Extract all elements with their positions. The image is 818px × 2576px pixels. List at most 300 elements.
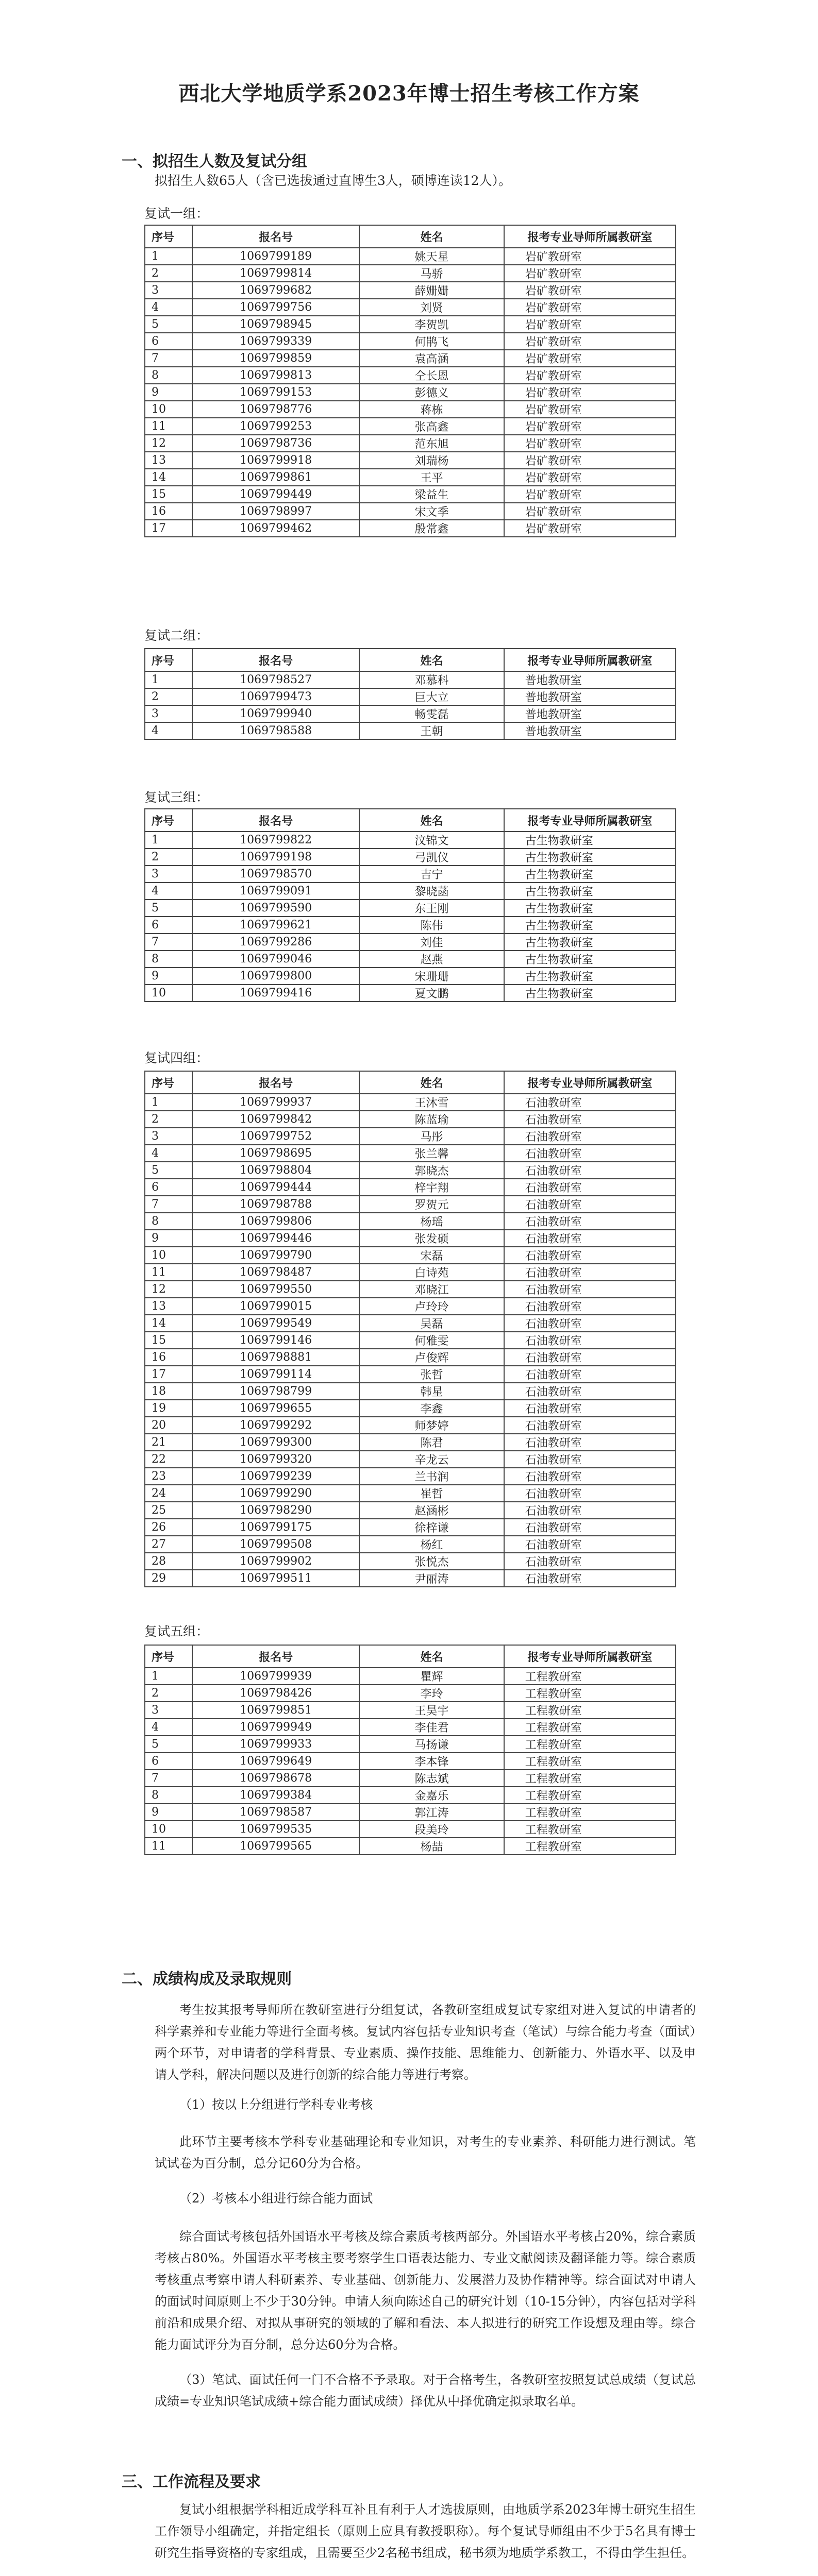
table-row — [145, 1315, 676, 1332]
table-cell: 7 — [145, 934, 192, 951]
table-cell: 石油教研室 — [504, 1502, 676, 1519]
table-cell: 4 — [145, 883, 192, 900]
table-row — [145, 688, 676, 705]
table-cell: 工程教研室 — [504, 1787, 676, 1804]
table-cell: 5 — [145, 900, 192, 917]
group1-table — [144, 225, 676, 537]
table-cell: 1069798804 — [192, 1162, 360, 1179]
table-cell: 20 — [145, 1417, 192, 1434]
table-row — [145, 1264, 676, 1281]
table-cell: 陈志斌 — [359, 1770, 504, 1787]
table-cell: 吴磊 — [359, 1315, 504, 1332]
table-cell: 张高鑫 — [359, 418, 504, 435]
table-cell: 李玲 — [359, 1685, 504, 1702]
table-cell: 14 — [145, 469, 192, 486]
table-row — [145, 520, 676, 537]
group5-label: 复试五组： — [144, 1624, 209, 1639]
table-cell: 1069799320 — [192, 1451, 360, 1468]
table-cell: 1069799449 — [192, 486, 360, 503]
table-cell: 岩矿教研室 — [504, 316, 676, 333]
table-cell: 石油教研室 — [504, 1570, 676, 1587]
table-cell: 石油教研室 — [504, 1451, 676, 1468]
table-cell: 石油教研室 — [504, 1485, 676, 1502]
table-cell: 16 — [145, 503, 192, 520]
table-cell: 1069799933 — [192, 1736, 360, 1753]
table-row — [145, 849, 676, 866]
table-cell: 石油教研室 — [504, 1519, 676, 1536]
table-cell: 宋磊 — [359, 1247, 504, 1264]
table-cell: 普地教研室 — [504, 688, 676, 705]
table-row — [145, 316, 676, 333]
table-cell: 石油教研室 — [504, 1281, 676, 1298]
table-cell: 1069798588 — [192, 722, 360, 739]
table-cell: 岩矿教研室 — [504, 520, 676, 537]
table-cell: 9 — [145, 384, 192, 401]
table-cell: 1069799239 — [192, 1468, 360, 1485]
table-cell: 1069799851 — [192, 1702, 360, 1719]
table-cell: 1069799800 — [192, 968, 360, 985]
table-header-row — [145, 225, 676, 248]
table-cell: 古生物教研室 — [504, 985, 676, 1002]
table-row — [145, 282, 676, 299]
table-cell: 岩矿教研室 — [504, 367, 676, 384]
table-cell: 古生物教研室 — [504, 900, 676, 917]
table-cell: 石油教研室 — [504, 1264, 676, 1281]
table-cell: 1069798776 — [192, 401, 360, 418]
table-cell: 彭德义 — [359, 384, 504, 401]
table-header-cell: 报名号 — [192, 1071, 360, 1094]
table-cell: 崔哲 — [359, 1485, 504, 1502]
table-cell: 3 — [145, 282, 192, 299]
table-row — [145, 1821, 676, 1838]
table-header-cell: 报名号 — [192, 225, 360, 248]
table-cell: 辛龙云 — [359, 1451, 504, 1468]
table-row — [145, 1502, 676, 1519]
table-cell: 10 — [145, 1821, 192, 1838]
table-cell: 王昊宇 — [359, 1702, 504, 1719]
table-cell: 石油教研室 — [504, 1230, 676, 1247]
table-cell: 岩矿教研室 — [504, 452, 676, 469]
table-row — [145, 1179, 676, 1196]
table-cell: 工程教研室 — [504, 1702, 676, 1719]
table-cell: 弓凯仪 — [359, 849, 504, 866]
table-cell: 13 — [145, 1298, 192, 1315]
table-cell: 石油教研室 — [504, 1094, 676, 1111]
table-cell: 1 — [145, 1668, 192, 1685]
table-cell: 郭晓杰 — [359, 1162, 504, 1179]
section3-p1: 复试小组根据学科相近成学科互补且有利于人才选拔原则，由地质学系2023年博士研究生招生工作领导小组确定，并指定组长（原则上应具有教授职称）。每个复试导师组由不少于5名具有博士研究生指导资格的专家组成，且需要至少2名秘书组成，秘书须为地质学系教工，不得由学生担任。 — [155, 2502, 696, 2560]
table-cell: 1069799189 — [192, 248, 360, 265]
table-cell: 工程教研室 — [504, 1719, 676, 1736]
table-cell: 何鹃飞 — [359, 333, 504, 350]
table-cell: 8 — [145, 951, 192, 968]
table-cell: 12 — [145, 1281, 192, 1298]
table-cell: 古生物教研室 — [504, 832, 676, 849]
table-row — [145, 1366, 676, 1383]
table-row — [145, 900, 676, 917]
table-cell: 罗贺元 — [359, 1196, 504, 1213]
table-cell: 马扬谦 — [359, 1736, 504, 1753]
table-cell: 17 — [145, 520, 192, 537]
table-cell: 26 — [145, 1519, 192, 1536]
table-row — [145, 866, 676, 883]
table-cell: 薛姗姗 — [359, 282, 504, 299]
table-cell: 1069799153 — [192, 384, 360, 401]
table-row — [145, 1230, 676, 1247]
table-cell: 1069799286 — [192, 934, 360, 951]
table-row — [145, 1519, 676, 1536]
table-cell: 1069799550 — [192, 1281, 360, 1298]
section2-item1: （1）按以上分组进行学科专业考核 — [179, 2097, 373, 2112]
table-cell: 殷常鑫 — [359, 520, 504, 537]
table-cell: 石油教研室 — [504, 1128, 676, 1145]
section2-intro: 考生按其报考导师所在教研室进行分组复试，各教研室组成复试专家组对进入复试的申请者的科学素养和专业能力等进行全面考核。复试内容包括专业知识考查（笔试）与综合能力考查（面试）两个环节，对申请者的学科背景、专业素质、操作技能、思维能力、创新能力、外语水平、以及申请人学科，解决问题以及进行创新的综合能力等进行考察。 — [155, 2003, 696, 2082]
table-cell: 马骄 — [359, 265, 504, 282]
table-row — [145, 1162, 676, 1179]
table-cell: 张发硕 — [359, 1230, 504, 1247]
table-cell: 石油教研室 — [504, 1400, 676, 1417]
table-cell: 李佳君 — [359, 1719, 504, 1736]
table-cell: 岩矿教研室 — [504, 282, 676, 299]
table-cell: 普地教研室 — [504, 722, 676, 739]
table-row — [145, 299, 676, 316]
table-cell: 1069798527 — [192, 671, 360, 688]
table-cell: 石油教研室 — [504, 1553, 676, 1570]
table-cell: 22 — [145, 1451, 192, 1468]
table-cell: 张哲 — [359, 1366, 504, 1383]
table-cell: 岩矿教研室 — [504, 350, 676, 367]
table-cell: 1069799446 — [192, 1230, 360, 1247]
table-cell: 汶锦文 — [359, 832, 504, 849]
table-cell: 1069799918 — [192, 452, 360, 469]
table-cell: 刘瑞杨 — [359, 452, 504, 469]
table-cell: 石油教研室 — [504, 1247, 676, 1264]
table-row — [145, 1485, 676, 1502]
table-cell: 7 — [145, 1770, 192, 1787]
table-row — [145, 401, 676, 418]
table-cell: 5 — [145, 1162, 192, 1179]
table-cell: 1069798799 — [192, 1383, 360, 1400]
table-cell: 18 — [145, 1383, 192, 1400]
table-cell: 16 — [145, 1349, 192, 1366]
table-cell: 1069798881 — [192, 1349, 360, 1366]
table-cell: 6 — [145, 333, 192, 350]
table-header-cell: 姓名 — [359, 809, 504, 832]
table-cell: 段美玲 — [359, 1821, 504, 1838]
table-cell: 1069799462 — [192, 520, 360, 537]
table-header-cell: 报名号 — [192, 809, 360, 832]
table-cell: 张兰馨 — [359, 1145, 504, 1162]
table-header-cell: 序号 — [145, 809, 192, 832]
table-cell: 古生物教研室 — [504, 934, 676, 951]
table-cell: 4 — [145, 1145, 192, 1162]
table-header-cell: 序号 — [145, 649, 192, 671]
table-cell: 1069798587 — [192, 1804, 360, 1821]
table-cell: 工程教研室 — [504, 1770, 676, 1787]
table-cell: 6 — [145, 1179, 192, 1196]
table-row — [145, 917, 676, 934]
table-cell: 2 — [145, 265, 192, 282]
table-header-cell: 报考专业导师所属教研室 — [504, 1071, 676, 1094]
table-row — [145, 1719, 676, 1736]
table-cell: 石油教研室 — [504, 1332, 676, 1349]
table-header-row — [145, 1645, 676, 1668]
table-cell: 1069799508 — [192, 1536, 360, 1553]
table-row — [145, 1753, 676, 1770]
table-row — [145, 452, 676, 469]
table-cell: 岩矿教研室 — [504, 401, 676, 418]
section1-heading: 一、拟招生人数及复试分组 — [122, 152, 307, 171]
table-header-cell: 姓名 — [359, 1071, 504, 1094]
table-cell: 金嘉乐 — [359, 1787, 504, 1804]
table-cell: 工程教研室 — [504, 1821, 676, 1838]
table-row — [145, 486, 676, 503]
table-cell: 10 — [145, 401, 192, 418]
table-header-cell: 报名号 — [192, 649, 360, 671]
table-cell: 赵涵彬 — [359, 1502, 504, 1519]
table-cell: 郭江涛 — [359, 1804, 504, 1821]
table-cell: 石油教研室 — [504, 1383, 676, 1400]
table-header-cell: 姓名 — [359, 225, 504, 248]
table-cell: 王沐雪 — [359, 1094, 504, 1111]
table-cell: 1069798426 — [192, 1685, 360, 1702]
table-cell: 1069799937 — [192, 1094, 360, 1111]
table-cell: 袁高涵 — [359, 350, 504, 367]
table-cell: 6 — [145, 917, 192, 934]
table-cell: 1069799859 — [192, 350, 360, 367]
table-row — [145, 1668, 676, 1685]
table-cell: 5 — [145, 1736, 192, 1753]
table-cell: 岩矿教研室 — [504, 486, 676, 503]
group3-table — [144, 808, 676, 1002]
table-cell: 石油教研室 — [504, 1179, 676, 1196]
table-row — [145, 367, 676, 384]
table-header-cell: 姓名 — [359, 1645, 504, 1668]
table-cell: 15 — [145, 1332, 192, 1349]
table-cell: 1069799806 — [192, 1213, 360, 1230]
table-cell: 1069799682 — [192, 282, 360, 299]
table-cell: 6 — [145, 1753, 192, 1770]
table-cell: 1 — [145, 1094, 192, 1111]
table-cell: 1069799290 — [192, 1485, 360, 1502]
table-cell: 1069799549 — [192, 1315, 360, 1332]
table-cell: 古生物教研室 — [504, 951, 676, 968]
table-cell: 1 — [145, 248, 192, 265]
table-row — [145, 1434, 676, 1451]
table-cell: 杨瑶 — [359, 1213, 504, 1230]
table-cell: 9 — [145, 1804, 192, 1821]
table-cell: 石油教研室 — [504, 1213, 676, 1230]
table-cell: 27 — [145, 1536, 192, 1553]
table-row — [145, 350, 676, 367]
table-cell: 1069799300 — [192, 1434, 360, 1451]
group5-table — [144, 1645, 676, 1855]
table-cell: 23 — [145, 1468, 192, 1485]
table-cell: 4 — [145, 299, 192, 316]
table-cell: 1069799822 — [192, 832, 360, 849]
table-cell: 石油教研室 — [504, 1417, 676, 1434]
group3-label: 复试三组： — [144, 790, 209, 805]
section2-item2: （2）考核本小组进行综合能力面试 — [179, 2191, 373, 2206]
table-cell: 10 — [145, 985, 192, 1002]
table-cell: 28 — [145, 1553, 192, 1570]
table-cell: 1069798487 — [192, 1264, 360, 1281]
table-cell: 岩矿教研室 — [504, 384, 676, 401]
table-cell: 1069799949 — [192, 1719, 360, 1736]
section2-item2-text: 综合面试考核包括外国语水平考核及综合素质考核两部分。外国语水平考核占20%，综合素质考核占80%。外国语水平考核主要考察学生口语表达能力、专业文献阅读及翻译能力等。综合素质考核重点考察申请人科研素养、专业基础、创新能力、发展潜力及协作精神等。综合面试对申请人的面试时间原则上不少于30分钟。申请人须向陈述自己的研究计划（10-15分钟），内容包括对学科前沿和成果介绍、对拟从事研究的领域的了解和看法、本人拟进行的研究工作设想及理由等。综合能力面试评分为百分制，总分达60分为合格。 — [155, 2229, 696, 2352]
table-cell: 1069799198 — [192, 849, 360, 866]
table-cell: 1069798695 — [192, 1145, 360, 1162]
table-cell: 张悦杰 — [359, 1553, 504, 1570]
section2-item3-text: （3）笔试、面试任何一门不合格不予录取。对于合格考生，各教研室按照复试总成绩（复试总成绩=专业知识笔试成绩+综合能力面试成绩）择优从中择优确定拟录取名单。 — [155, 2372, 696, 2409]
table-cell: 石油教研室 — [504, 1536, 676, 1553]
table-cell: 1069799091 — [192, 883, 360, 900]
table-cell: 工程教研室 — [504, 1804, 676, 1821]
table-row — [145, 1702, 676, 1719]
table-cell: 石油教研室 — [504, 1349, 676, 1366]
table-cell: 畅雯磊 — [359, 705, 504, 722]
table-cell: 10 — [145, 1247, 192, 1264]
table-header-row — [145, 809, 676, 832]
table-row — [145, 384, 676, 401]
table-cell: 1069799565 — [192, 1838, 360, 1855]
table-cell: 1069799649 — [192, 1753, 360, 1770]
table-cell: 3 — [145, 1702, 192, 1719]
table-cell: 25 — [145, 1502, 192, 1519]
table-cell: 1069799339 — [192, 333, 360, 350]
table-row — [145, 968, 676, 985]
group2-label: 复试二组： — [144, 628, 209, 643]
table-cell: 1069799940 — [192, 705, 360, 722]
table-row — [145, 1770, 676, 1787]
table-cell: 8 — [145, 1787, 192, 1804]
table-row — [145, 1736, 676, 1753]
section2-heading: 二、成绩构成及录取规则 — [122, 1970, 292, 1988]
table-cell: 卢玲玲 — [359, 1298, 504, 1315]
table-cell: 石油教研室 — [504, 1366, 676, 1383]
table-row — [145, 722, 676, 739]
table-cell: 1069798678 — [192, 1770, 360, 1787]
table-cell: 1069799902 — [192, 1553, 360, 1570]
table-cell: 2 — [145, 1685, 192, 1702]
table-row — [145, 1281, 676, 1298]
table-cell: 1069799535 — [192, 1821, 360, 1838]
table-cell: 王朝 — [359, 722, 504, 739]
table-cell: 1069799384 — [192, 1787, 360, 1804]
table-row — [145, 1838, 676, 1855]
table-cell: 1 — [145, 832, 192, 849]
table-row — [145, 1298, 676, 1315]
table-cell: 1069799814 — [192, 265, 360, 282]
table-cell: 1069799416 — [192, 985, 360, 1002]
table-cell: 瞿辉 — [359, 1668, 504, 1685]
table-cell: 1069799621 — [192, 917, 360, 934]
table-row — [145, 1349, 676, 1366]
table-row — [145, 1570, 676, 1587]
table-cell: 1069799756 — [192, 299, 360, 316]
section3-heading: 三、工作流程及要求 — [122, 2473, 261, 2491]
table-cell: 岩矿教研室 — [504, 418, 676, 435]
table-header-cell: 姓名 — [359, 649, 504, 671]
table-cell: 3 — [145, 705, 192, 722]
table-cell: 古生物教研室 — [504, 917, 676, 934]
table-cell: 1 — [145, 671, 192, 688]
table-cell: 何雅雯 — [359, 1332, 504, 1349]
group1-label: 复试一组： — [144, 206, 209, 221]
table-cell: 普地教研室 — [504, 705, 676, 722]
table-cell: 岩矿教研室 — [504, 299, 676, 316]
table-cell: 21 — [145, 1434, 192, 1451]
table-cell: 3 — [145, 1128, 192, 1145]
table-header-cell: 序号 — [145, 1071, 192, 1094]
table-cell: 赵燕 — [359, 951, 504, 968]
table-cell: 岩矿教研室 — [504, 503, 676, 520]
table-cell: 1069798788 — [192, 1196, 360, 1213]
table-row — [145, 248, 676, 265]
table-row — [145, 503, 676, 520]
table-cell: 1069799114 — [192, 1366, 360, 1383]
table-cell: 李鑫 — [359, 1400, 504, 1417]
table-cell: 古生物教研室 — [504, 849, 676, 866]
group4-table — [144, 1071, 676, 1587]
table-cell: 刘贤 — [359, 299, 504, 316]
table-row — [145, 832, 676, 849]
table-cell: 韩星 — [359, 1383, 504, 1400]
table-cell: 李贺凯 — [359, 316, 504, 333]
table-cell: 工程教研室 — [504, 1838, 676, 1855]
table-cell: 石油教研室 — [504, 1196, 676, 1213]
table-header-cell: 报考专业导师所属教研室 — [504, 809, 676, 832]
table-cell: 姚天星 — [359, 248, 504, 265]
table-cell: 刘佳 — [359, 934, 504, 951]
table-row — [145, 435, 676, 452]
table-cell: 吉宁 — [359, 866, 504, 883]
table-cell: 1069799655 — [192, 1400, 360, 1417]
table-header-cell: 序号 — [145, 1645, 192, 1668]
table-cell: 12 — [145, 435, 192, 452]
table-cell: 岩矿教研室 — [504, 265, 676, 282]
table-cell: 15 — [145, 486, 192, 503]
table-cell: 岩矿教研室 — [504, 469, 676, 486]
table-cell: 1069799046 — [192, 951, 360, 968]
table-cell: 1069799813 — [192, 367, 360, 384]
table-cell: 杨红 — [359, 1536, 504, 1553]
table-row — [145, 1536, 676, 1553]
table-row — [145, 1332, 676, 1349]
table-cell: 巨大立 — [359, 688, 504, 705]
table-cell: 9 — [145, 1230, 192, 1247]
group2-table — [144, 648, 676, 740]
table-cell: 邓晓江 — [359, 1281, 504, 1298]
table-row — [145, 1400, 676, 1417]
table-row — [145, 1247, 676, 1264]
table-cell: 1069799511 — [192, 1570, 360, 1587]
table-cell: 1069799861 — [192, 469, 360, 486]
table-header-cell: 报考专业导师所属教研室 — [504, 1645, 676, 1668]
table-row — [145, 1685, 676, 1702]
table-cell: 13 — [145, 452, 192, 469]
table-cell: 19 — [145, 1400, 192, 1417]
table-cell: 岩矿教研室 — [504, 333, 676, 350]
table-cell: 1069799473 — [192, 688, 360, 705]
table-cell: 8 — [145, 1213, 192, 1230]
table-cell: 2 — [145, 849, 192, 866]
table-cell: 4 — [145, 722, 192, 739]
table-row — [145, 951, 676, 968]
table-row — [145, 1383, 676, 1400]
table-header-cell: 报考专业导师所属教研室 — [504, 649, 676, 671]
document-title: 西北大学地质学系2023年博士招生考核工作方案 — [178, 81, 640, 106]
